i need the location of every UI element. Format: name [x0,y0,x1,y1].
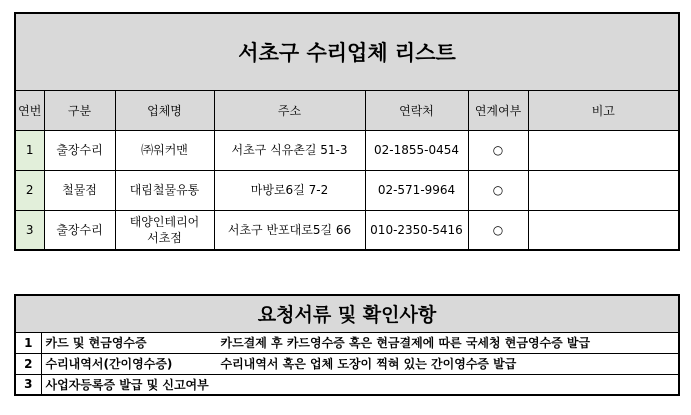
row-address: 마방로6길 7-2 [214,170,365,210]
row-company: 태양인테리어 서초점 [115,210,214,250]
row-company: ㈜워커맨 [115,130,214,170]
row-address: 서초구 식유촌길 51-3 [214,130,365,170]
required-documents-table [14,294,680,396]
doc-desc: 카드결제 후 카드영수증 혹은 현금결제에 따른 국세청 현금영수증 발급 [220,336,591,350]
row-phone: 010-2350-5416 [365,210,468,250]
header-address: 주소 [214,90,365,130]
header-linked: 연계여부 [468,90,528,130]
row-linked: ○ [468,130,528,170]
row-no: 1 [15,130,44,170]
header-company: 업체명 [115,90,214,130]
row-type: 철물점 [44,170,115,210]
table-row [15,210,679,250]
row-note [528,130,679,170]
row-address: 서초구 반포대로5길 66 [214,210,365,250]
row-company: 대림철물유통 [115,170,214,210]
vendor-list-table [14,12,680,251]
doc-item: 수리내역서(간이영수증) [45,357,173,371]
doc-no: 2 [15,353,41,374]
vendor-list-header-row [15,90,679,130]
doc-desc: 수리내역서 혹은 업체 도장이 찍혀 있는 간이영수증 발급 [220,357,517,371]
doc-item: 카드 및 현금영수증 [45,336,147,350]
header-phone: 연락처 [365,90,468,130]
table-row [15,170,679,210]
row-note [528,210,679,250]
doc-content [41,374,679,395]
row-no: 3 [15,210,44,250]
header-note: 비고 [528,90,679,130]
header-type: 구분 [44,90,115,130]
list-item [15,374,679,395]
row-type: 출장수리 [44,130,115,170]
row-phone: 02-571-9964 [365,170,468,210]
header-no: 연번 [15,90,44,130]
list-item [15,332,679,353]
list-item [15,353,679,374]
vendor-list-title: 서초구 수리업체 리스트 [15,13,679,90]
doc-content [41,332,679,353]
row-note [528,170,679,210]
doc-item: 사업자등록증 발급 및 신고여부 [45,377,209,392]
required-documents-title: 요청서류 및 확인사항 [15,295,679,332]
row-phone: 02-1855-0454 [365,130,468,170]
row-linked: ○ [468,210,528,250]
doc-content [41,353,679,374]
row-linked: ○ [468,170,528,210]
row-no: 2 [15,170,44,210]
doc-no: 1 [15,332,41,353]
doc-no: 3 [15,374,41,395]
table-row [15,130,679,170]
row-type: 출장수리 [44,210,115,250]
